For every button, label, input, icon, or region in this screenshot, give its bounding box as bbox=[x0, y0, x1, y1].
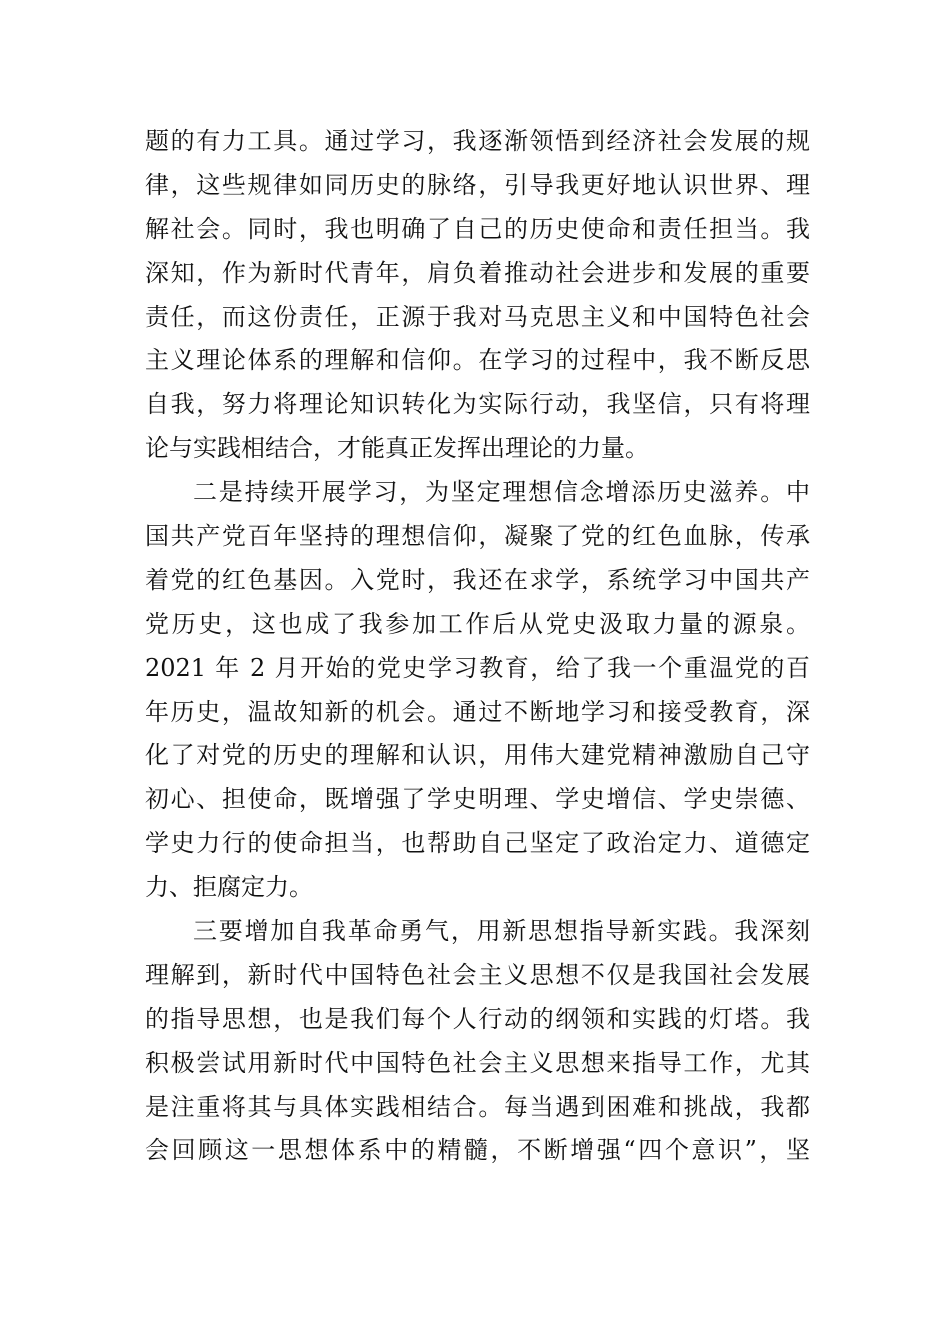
text-line: 律，这些规律如同历史的脉络，引导我更好地认识世界、理 bbox=[145, 170, 810, 199]
text-line: 论与实践相结合，才能真正发挥出理论的力量。 bbox=[145, 434, 649, 463]
paragraph-three-first-line: 三要增加自我革命勇气，用新思想指导新实践。我深刻 bbox=[193, 917, 810, 946]
text-line: 理解到，新时代中国特色社会主义思想不仅是我国社会发展 bbox=[145, 960, 810, 989]
text-line: 学史力行的使命担当，也帮助自己坚定了政治定力、道德定 bbox=[145, 829, 810, 858]
text-line: 党历史，这也成了我参加工作后从党史汲取力量的源泉。 bbox=[145, 609, 810, 638]
text-line: 2021 年 2 月开始的党史学习教育，给了我一个重温党的百 bbox=[145, 653, 810, 682]
text-line: 是注重将其与具体实践相结合。每当遇到困难和挑战，我都 bbox=[145, 1092, 810, 1121]
text-line: 自我，努力将理论知识转化为实际行动，我坚信，只有将理 bbox=[145, 390, 810, 419]
text-line: 解社会。同时，我也明确了自己的历史使命和责任担当。我 bbox=[145, 214, 810, 243]
text-line: 着党的红色基因。入党时，我还在求学，系统学习中国共产 bbox=[145, 565, 810, 594]
text-line: 会回顾这一思想体系中的精髓，不断增强“四个意识”，坚 bbox=[145, 1136, 810, 1165]
text-line: 年历史，温故知新的机会。通过不断地学习和接受教育，深 bbox=[145, 697, 810, 726]
text-line: 题的有力工具。通过学习，我逐渐领悟到经济社会发展的规 bbox=[145, 127, 810, 155]
text-line: 主义理论体系的理解和信仰。在学习的过程中，我不断反思 bbox=[145, 346, 810, 375]
text-line: 责任，而这份责任，正源于我对马克思主义和中国特色社会 bbox=[145, 302, 810, 331]
text-line: 力、拒腐定力。 bbox=[145, 873, 313, 902]
text-line: 化了对党的历史的理解和认识，用伟大建党精神激励自己守 bbox=[145, 741, 810, 770]
text-line: 的指导思想，也是我们每个人行动的纲领和实践的灯塔。我 bbox=[145, 1004, 810, 1033]
text-line: 积极尝试用新时代中国特色社会主义思想来指导工作，尤其 bbox=[145, 1048, 810, 1077]
paragraph-two-first-line: 二是持续开展学习，为坚定理想信念增添历史滋养。中 bbox=[193, 478, 810, 507]
text-line: 国共产党百年坚持的理想信仰，凝聚了党的红色血脉，传承 bbox=[145, 522, 810, 551]
body-text bbox=[145, 120, 810, 1173]
text-line: 深知，作为新时代青年，肩负着推动社会进步和发展的重要 bbox=[145, 258, 810, 287]
text-line: 初心、担使命，既增强了学史明理、学史增信、学史崇德、 bbox=[145, 785, 810, 814]
